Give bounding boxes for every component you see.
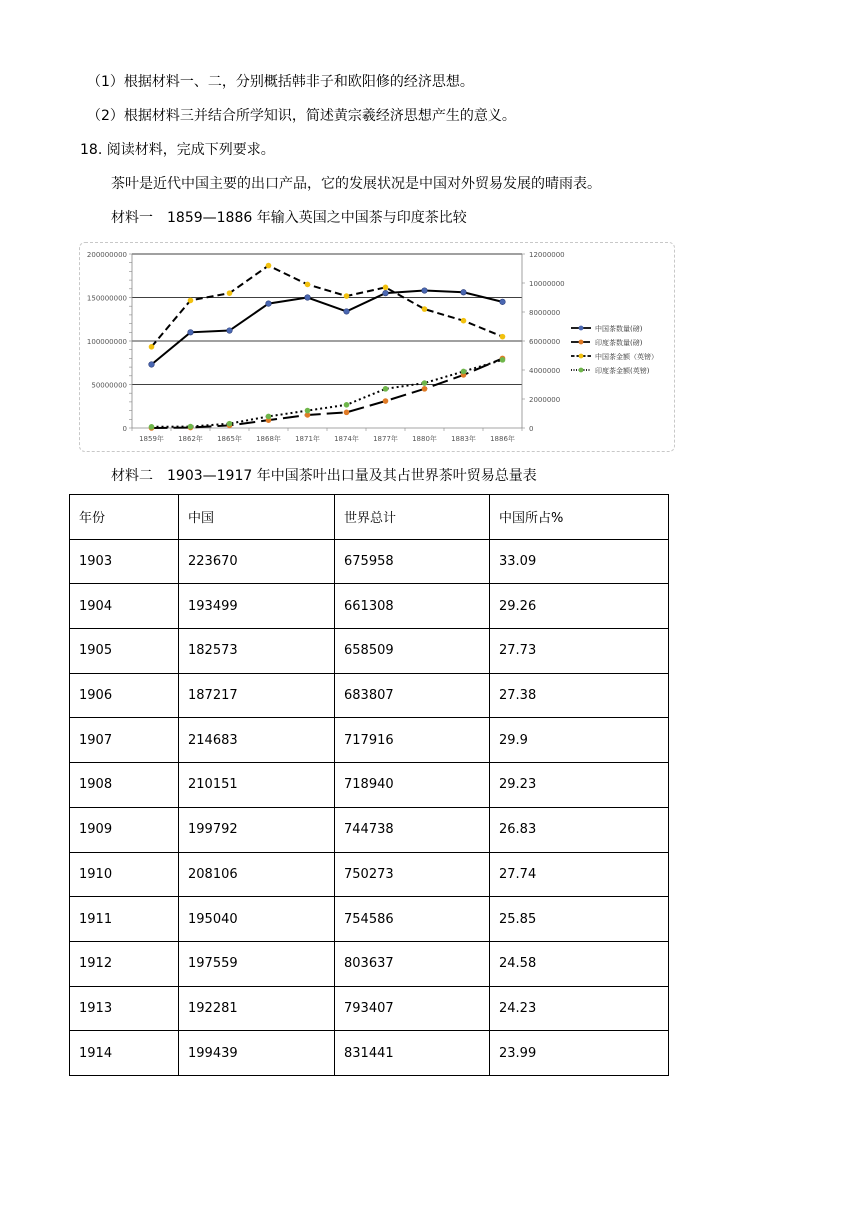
table-cell: 675958 [335,539,490,584]
data-point [305,282,311,288]
legend-label: 印度茶数量(磅) [595,339,643,347]
data-point [461,369,467,375]
data-point [383,386,389,392]
table-cell: 1907 [70,718,179,763]
data-point [188,330,194,336]
data-point [383,290,389,296]
legend-marker [579,368,584,373]
left-axis-tick-label: 150000000 [86,294,127,303]
right-axis-tick-label: 4000000 [529,367,561,375]
data-point [344,402,350,408]
legend-marker [579,340,584,345]
data-point [461,289,467,295]
x-axis-tick-label: 1886年 [490,435,515,443]
table-row [70,897,669,942]
table-header-cell: 世界总计 [335,495,490,540]
data-point [305,408,311,414]
x-axis-tick-label: 1859年 [139,435,164,443]
table-cell: 1903 [70,539,179,584]
x-axis-tick-label: 1877年 [373,435,398,443]
table-cell: 27.38 [490,673,669,718]
table-cell: 29.23 [490,763,669,808]
legend-marker [579,326,584,331]
legend-marker [579,354,584,359]
table-cell: 24.23 [490,986,669,1031]
table-cell: 1912 [70,941,179,986]
series-line [152,266,503,347]
table-cell: 1913 [70,986,179,1031]
table-cell: 661308 [335,584,490,629]
table-cell: 1905 [70,629,179,674]
data-point [422,386,428,392]
question-18-heading: 18. 阅读材料，完成下列要求。 [80,142,275,158]
table-row [70,629,669,674]
table-row [70,763,669,808]
data-point [227,421,233,427]
table-cell: 1910 [70,852,179,897]
right-axis-tick-label: 12000000 [529,251,565,259]
series-line [152,358,503,428]
x-axis-tick-label: 1871年 [295,435,320,443]
data-point [149,424,155,430]
table-header-row [70,495,669,540]
table-cell: 831441 [335,1031,490,1076]
right-axis-tick-label: 2000000 [529,396,561,404]
x-axis-tick-label: 1880年 [412,435,437,443]
table-cell: 750273 [335,852,490,897]
x-axis-tick-label: 1865年 [217,435,242,443]
data-point [305,295,311,301]
table-cell: 1914 [70,1031,179,1076]
table-cell: 29.26 [490,584,669,629]
table-cell: 208106 [179,852,335,897]
table-cell: 214683 [179,718,335,763]
data-point [266,263,272,269]
table-row [70,986,669,1031]
table-cell: 182573 [179,629,335,674]
table-cell: 23.99 [490,1031,669,1076]
table-cell: 193499 [179,584,335,629]
series-line [152,291,503,365]
table-row [70,673,669,718]
data-point [344,293,350,299]
table-cell: 803637 [335,941,490,986]
left-axis-tick-label: 50000000 [91,381,127,390]
data-point [227,328,233,334]
table-cell: 24.58 [490,941,669,986]
table-header-cell: 中国所占% [490,495,669,540]
table-cell: 192281 [179,986,335,1031]
table-cell: 658509 [335,629,490,674]
data-point [266,414,272,420]
table-cell: 33.09 [490,539,669,584]
right-axis-tick-label: 8000000 [529,309,561,317]
right-axis-tick-label: 10000000 [529,280,565,288]
data-point [227,290,233,296]
tea-export-table [69,494,669,1076]
table-cell: 718940 [335,763,490,808]
left-axis-tick-label: 0 [122,425,127,433]
table-cell: 1911 [70,897,179,942]
table-cell: 25.85 [490,897,669,942]
table-header-cell: 年份 [70,495,179,540]
table-cell: 754586 [335,897,490,942]
table-row [70,1031,669,1076]
data-point [461,318,467,324]
table-cell: 195040 [179,897,335,942]
material-2-title: 材料二 1903—1917 年中国茶叶出口量及其占世界茶叶贸易总量表 [111,468,537,484]
table-row [70,718,669,763]
table-cell: 744738 [335,807,490,852]
data-point [422,380,428,386]
table-cell: 717916 [335,718,490,763]
tea-comparison-chart [80,243,674,451]
x-axis-tick-label: 1883年 [451,435,476,443]
table-cell: 26.83 [490,807,669,852]
right-axis-tick-label: 0 [529,425,534,433]
table-cell: 197559 [179,941,335,986]
legend-label: 中国茶金额（英镑） [595,353,658,361]
table-cell: 199792 [179,807,335,852]
x-axis-tick-label: 1874年 [334,435,359,443]
data-point [149,344,155,350]
table-cell: 1904 [70,584,179,629]
table-row [70,852,669,897]
data-point [500,334,506,340]
table-cell: 683807 [335,673,490,718]
data-point [500,299,506,305]
table-header-cell: 中国 [179,495,335,540]
table-cell: 27.73 [490,629,669,674]
data-point [500,357,506,363]
x-axis-tick-label: 1862年 [178,435,203,443]
x-axis-tick-label: 1868年 [256,435,281,443]
data-point [383,398,389,404]
legend-label: 中国茶数量(磅) [595,325,643,333]
data-point [344,410,350,416]
material-1-title: 材料一 1859—1886 年输入英国之中国茶与印度茶比较 [111,210,467,226]
data-point [422,306,428,312]
table-cell: 27.74 [490,852,669,897]
data-point [266,301,272,307]
table-row [70,941,669,986]
data-point [149,362,155,368]
series-line [152,360,503,427]
left-axis-tick-label: 100000000 [86,338,127,346]
table-row [70,539,669,584]
table-cell: 29.9 [490,718,669,763]
table-row [70,584,669,629]
legend-label: 印度茶金额(英镑) [595,367,650,375]
table-cell: 210151 [179,763,335,808]
table-row [70,807,669,852]
chart-container [79,242,675,452]
table-cell: 793407 [335,986,490,1031]
intro-text: 茶叶是近代中国主要的出口产品，它的发展状况是中国对外贸易发展的晴雨表。 [111,176,601,192]
data-point [422,288,428,294]
table-cell: 1909 [70,807,179,852]
table-cell: 223670 [179,539,335,584]
data-point [383,285,389,291]
data-point [188,424,194,430]
table-cell: 187217 [179,673,335,718]
left-axis-tick-label: 200000000 [86,251,127,259]
question-1-text: （1）根据材料一、二，分别概括韩非子和欧阳修的经济思想。 [87,74,474,90]
table-cell: 1908 [70,763,179,808]
data-point [344,309,350,315]
question-2-text: （2）根据材料三并结合所学知识，简述黄宗羲经济思想产生的意义。 [87,108,516,124]
table-cell: 199439 [179,1031,335,1076]
right-axis-tick-label: 6000000 [529,338,561,346]
data-point [188,298,194,304]
table-cell: 1906 [70,673,179,718]
